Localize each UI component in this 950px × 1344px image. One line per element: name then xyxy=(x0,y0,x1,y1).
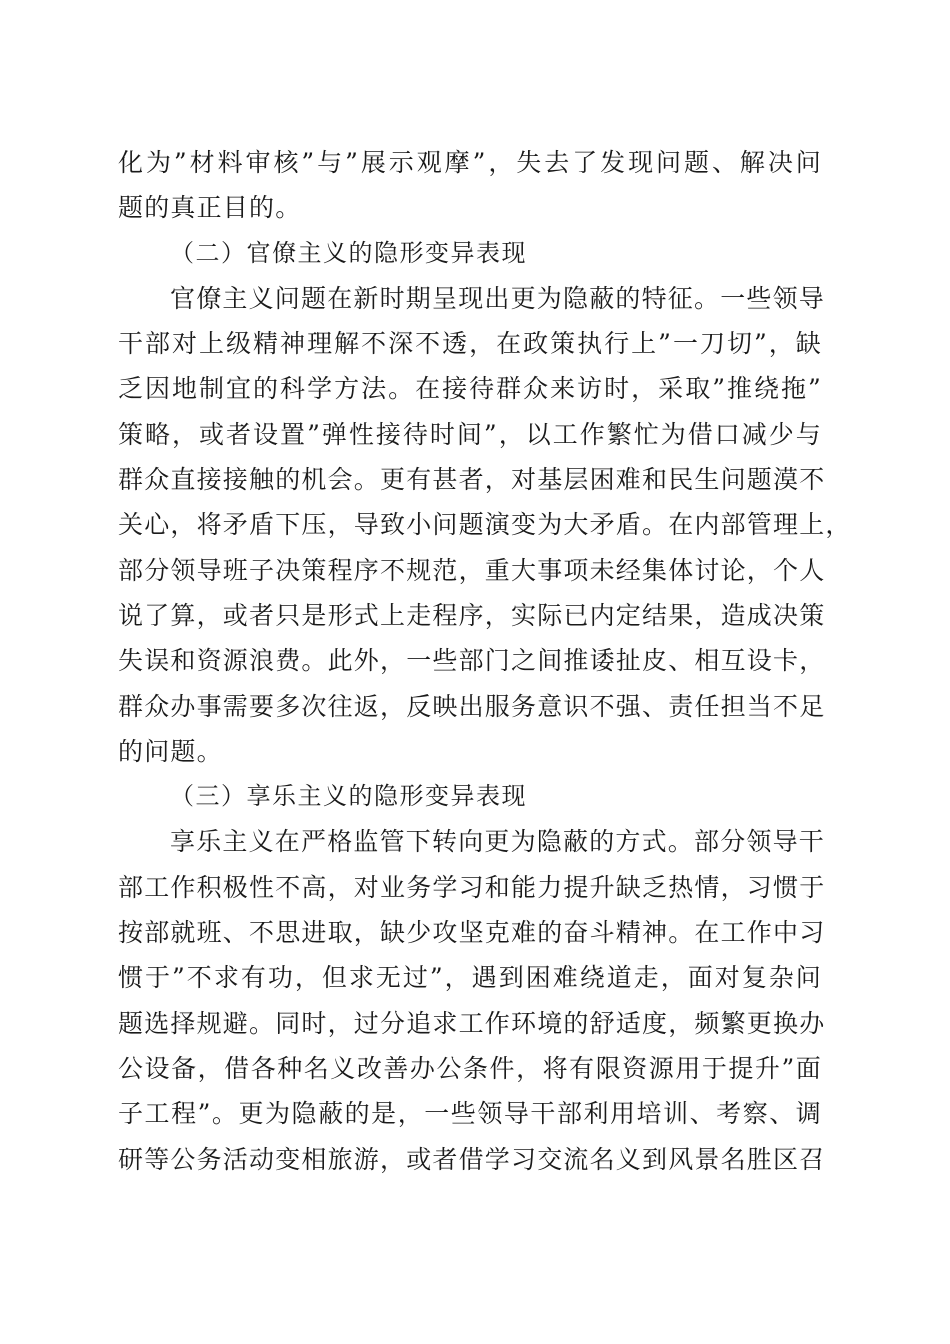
body-line: 题的真正目的。 xyxy=(118,193,302,223)
body-line: 群众直接接触的机会。更有甚者，对基层困难和民生问题漠不 xyxy=(118,465,826,495)
body-line: 公设备，借各种名义改善办公条件，将有限资源用于提升”面 xyxy=(118,1053,822,1083)
body-line: 失误和资源浪费。此外，一些部门之间推诿扯皮、相互设卡， xyxy=(118,646,826,676)
body-line: 按部就班、不思进取，缺少攻坚克难的奋斗精神。在工作中习 xyxy=(118,918,826,948)
body-line: 研等公务活动变相旅游，或者借学习交流名义到风景名胜区召 xyxy=(118,1144,826,1174)
document-body xyxy=(118,140,852,1182)
body-line: 子工程”。更为隐蔽的是，一些领导干部利用培训、考察、调 xyxy=(118,1099,822,1129)
body-line: 群众办事需要多次往返，反映出服务意识不强、责任担当不足 xyxy=(118,691,826,721)
body-line: 惯于”不求有功，但求无过”，遇到困难绕道走，面对复杂问 xyxy=(118,963,822,993)
body-line: 部工作积极性不高，对业务学习和能力提升缺乏热情，习惯于 xyxy=(118,872,826,902)
body-line: 化为”材料审核”与”展示观摩”，失去了发现问题、解决问 xyxy=(118,148,822,177)
section-heading: （三）享乐主义的隐形变异表现 xyxy=(170,782,527,811)
body-line: 的问题。 xyxy=(118,736,223,766)
body-line: 题选择规避。同时，过分追求工作环境的舒适度，频繁更换办 xyxy=(118,1008,826,1038)
body-line: 干部对上级精神理解不深不透，在政策执行上”一刀切”，缺 xyxy=(118,329,822,359)
paragraph-first-line: 官僚主义问题在新时期呈现出更为隐蔽的特征。一些领导 xyxy=(170,283,826,313)
body-line: 部分领导班子决策程序不规范，重大事项未经集体讨论，个人 xyxy=(118,555,826,585)
body-line: 说了算，或者只是形式上走程序，实际已内定结果，造成决策 xyxy=(118,600,826,630)
body-line: 关心，将矛盾下压，导致小问题演变为大矛盾。在内部管理上， xyxy=(118,510,852,540)
paragraph-first-line: 享乐主义在严格监管下转向更为隐蔽的方式。部分领导干 xyxy=(170,827,826,857)
body-line: 乏因地制宜的科学方法。在接待群众来访时，采取”推绕拖” xyxy=(118,374,822,404)
section-heading: （二）官僚主义的隐形变异表现 xyxy=(170,238,527,267)
body-line: 策略，或者设置”弹性接待时间”，以工作繁忙为借口减少与 xyxy=(118,419,822,449)
